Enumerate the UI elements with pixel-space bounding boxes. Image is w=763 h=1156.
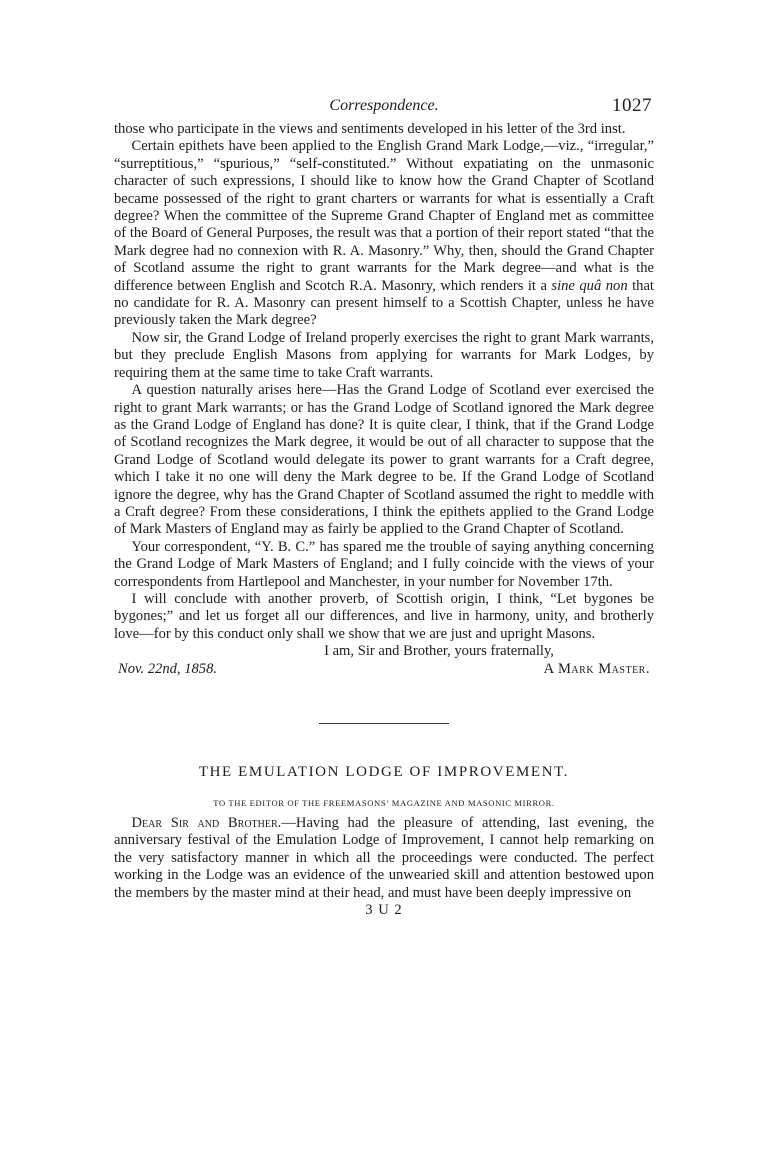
article-paragraph-1	[114, 815, 654, 902]
article-address: TO THE EDITOR OF THE FREEMASONS’ MAGAZINE AND MASONIC MIRROR.	[213, 798, 555, 808]
printer-signature-mark: 3 U 2	[365, 902, 403, 919]
letter-paragraph-2	[114, 138, 654, 329]
letter-paragraph-2-text: Certain epithets have been applied to the English Grand Mark Lodge,—viz., “irregular,” “surreptitious,” “spurious,” “self-constituted.” Without expatiating on the unmasonic character of such expressions, I should like to know how the Grand Chapter of Scotland became possessed of the right to grant charters or warrants for what is essentially a Craft degree? When the committee of the Supreme Grand Chapter of England met as committee of the Board of General Purposes, the result was that a portion of their report stated “that the Mark degree had no connexion with R. A. Masonry.” Why, then, should the Grand Chapter of Scotland assume the right to grant warrants for the Mark degree—and what is the difference between English and Scotch R.A. Masonry, which renders it a	[114, 138, 654, 294]
section-title: Correspondence.	[329, 97, 439, 114]
article-title: THE EMULATION LODGE OF IMPROVEMENT.	[198, 764, 570, 780]
page-number: 1027	[612, 95, 652, 116]
letter-paragraph-5: Your correspondent, “Y. B. C.” has spared me the trouble of saying anything concerning the Grand Lodge of Mark Masters of England; and I fully coincide with the views of your correspondents from Hartlepool and Manchester, in your number for November 17th.	[114, 538, 654, 590]
article-body	[114, 815, 654, 902]
salutation: Dear Sir and Brother.	[131, 815, 282, 831]
letter-body	[114, 121, 654, 643]
page	[114, 95, 654, 919]
letter-paragraph-2-tail: that no candidate for R. A. Masonry can present himself to a Scottish Chapter, unless he have previously taken the Mark degree?	[114, 277, 654, 329]
section-divider	[319, 723, 449, 724]
article-paragraph-1-text: —Having had the pleasure of attending, last evening, the anniversary festival of the Emulation Lodge of Improvement, I cannot help remarking on the very satisfactory manner in which all the proceedings were conducted. The perfect working in the Lodge was an evidence of the unwearied skill and attention bestowed upon the members by the master mind at their head, and must have been deeply impressive on	[114, 815, 654, 901]
closing-line: I am, Sir and Brother, yours fraternally,	[324, 643, 554, 660]
running-head	[114, 95, 654, 121]
latin-phrase: sine quâ non	[551, 277, 628, 294]
letter-paragraph-6: I will conclude with another proverb, of Scottish origin, I think, “Let bygones be bygones;” and let us forget all our differences, and live in harmony, unity, and brotherly love—for by this conduct only shall we show that we are just and upright Masons.	[114, 590, 654, 642]
letter-date: Nov. 22nd, 1858.	[118, 660, 218, 677]
letter-paragraph-4: A question naturally arises here—Has the Grand Lodge of Scotland ever exercised the right to grant Mark warrants; or has the Grand Lodge of Scotland ignored the Mark degree as the Grand Lodge of England has done? It is quite clear, I think, that if the Grand Lodge of Scotland recognizes the Mark degree, it would be out of all character to suppose that the Grand Lodge of Scotland would delegate its power to grant warrants for a Craft degree, which I take it no one will deny the Mark degree to be. If the Grand Lodge of Scotland ignore the degree, why has the Grand Chapter of Scotland assumed the right to meddle with a Craft degree? From these considerations, I think the epithets applied to the Grand Lodge of Mark Masters of England may as fairly be applied to the Grand Chapter of Scotland.	[114, 382, 654, 538]
letter-paragraph-1: those who participate in the views and sentiments developed in his letter of the 3rd inst.	[114, 121, 626, 137]
letter-signature: A Mark Master.	[543, 660, 650, 677]
dateline	[114, 661, 654, 678]
letter-paragraph-3: Now sir, the Grand Lodge of Ireland properly exercises the right to grant Mark warrants, but they preclude English Masons from applying for warrants for Mark Lodges, by requiring them at the same time to take Craft warrants.	[114, 329, 654, 381]
